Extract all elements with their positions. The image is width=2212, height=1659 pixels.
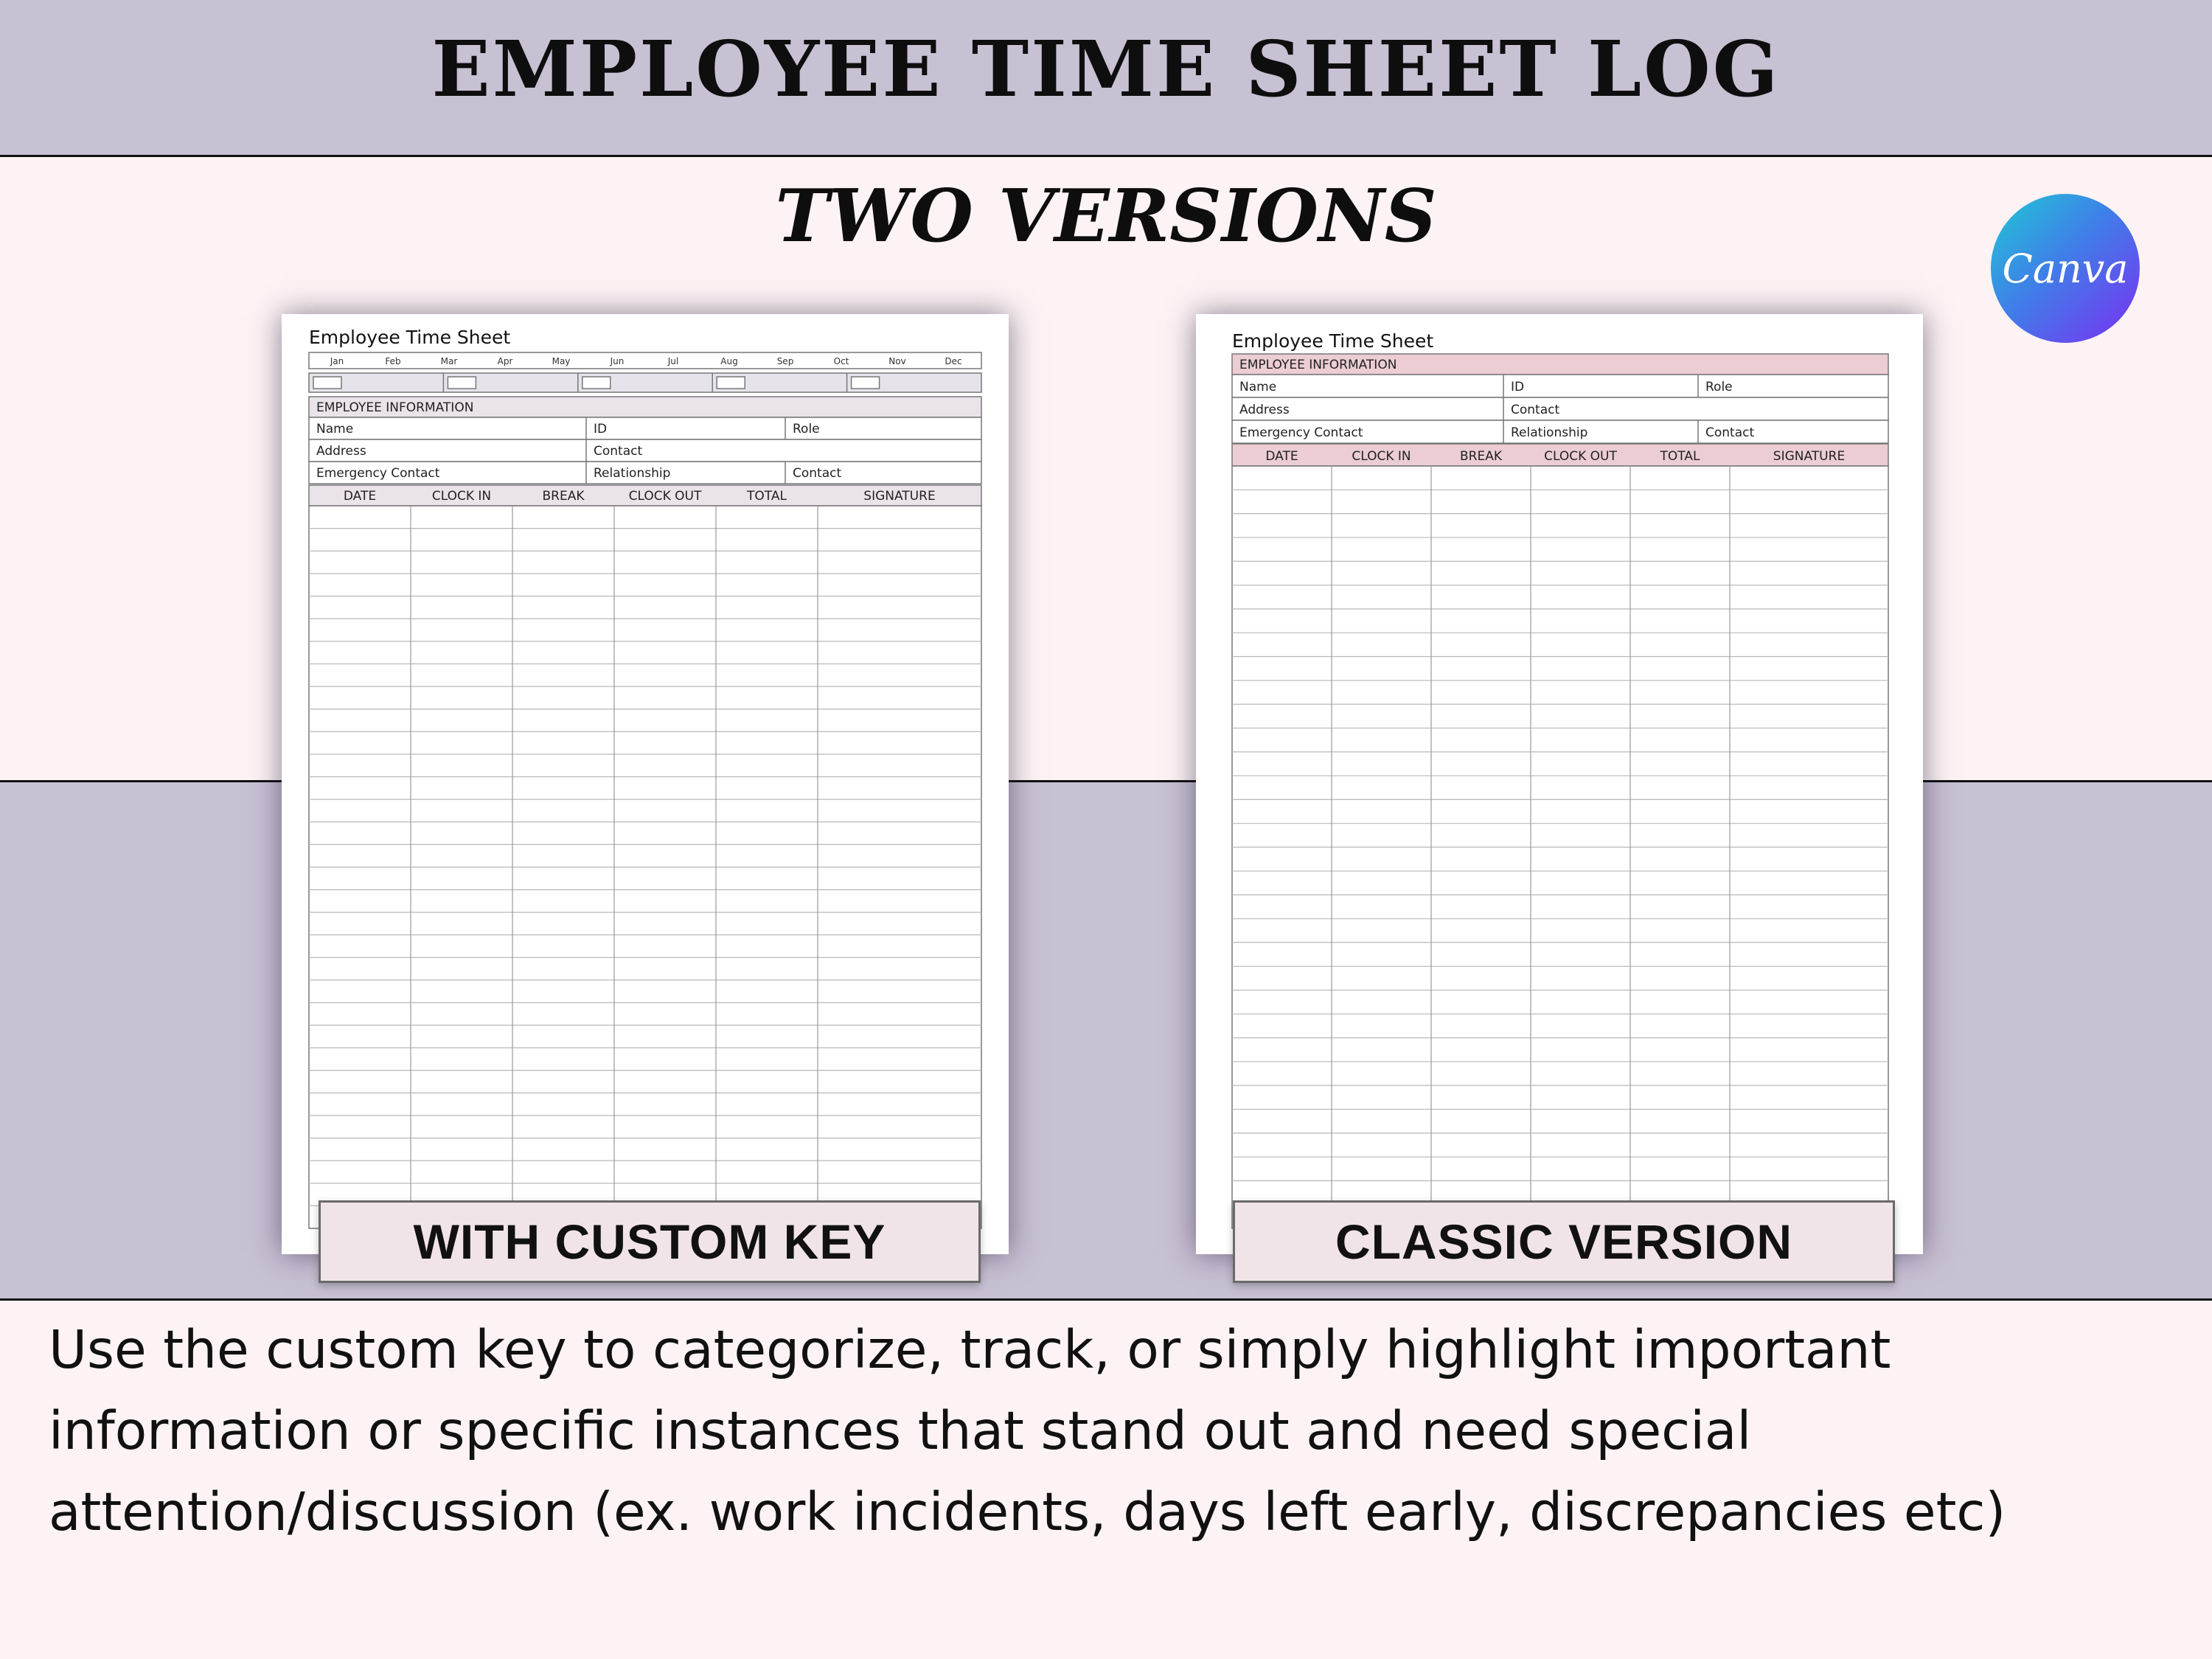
info-field-label: Contact — [594, 444, 643, 459]
info-field-label: Address — [1239, 403, 1290, 417]
column-header: SIGNATURE — [1773, 449, 1846, 464]
info-field-label: Name — [1239, 380, 1277, 394]
sheet-title: Employee Time Sheet — [309, 327, 511, 348]
column-header: CLOCK OUT — [1544, 449, 1617, 464]
month-label: Oct — [833, 356, 849, 366]
key-swatch — [852, 377, 880, 389]
month-label: Jun — [610, 356, 625, 366]
sheet-title: Employee Time Sheet — [1232, 330, 1434, 352]
label-classic-version: CLASSIC VERSION — [1233, 1200, 1895, 1283]
info-field-label: Role — [1705, 380, 1733, 394]
month-label: Sep — [776, 356, 794, 366]
key-swatch — [313, 377, 341, 389]
column-header: BREAK — [542, 489, 585, 504]
month-label: May — [552, 356, 571, 366]
canva-logo — [1991, 194, 2140, 343]
info-field-label: Relationship — [1511, 425, 1588, 440]
timesheet-preview-custom-key — [282, 314, 1009, 1254]
label-with-custom-key: WITH CUSTOM KEY — [319, 1200, 981, 1283]
info-field-label: Emergency Contact — [1239, 425, 1363, 440]
info-field-label: Emergency Contact — [316, 466, 440, 481]
info-field-label: Contact — [1511, 403, 1560, 417]
info-field-label: Relationship — [594, 466, 671, 481]
employee-info-grid — [1232, 375, 1888, 443]
page-subtitle: TWO VERSIONS — [775, 174, 1437, 259]
timesheet-grid — [1232, 466, 1888, 1228]
key-swatch — [448, 377, 476, 389]
column-header: SIGNATURE — [863, 489, 936, 504]
canva-logo-text: Canva — [2002, 245, 2129, 292]
info-field-label: Name — [316, 422, 354, 437]
timesheet-custom-drawing — [282, 314, 1009, 1254]
month-label: Aug — [720, 356, 738, 366]
month-label: Jan — [330, 356, 344, 366]
info-field-label: Role — [793, 422, 820, 437]
info-field-label: ID — [1511, 380, 1525, 394]
page-title: EMPLOYEE TIME SHEET LOG — [431, 24, 1781, 114]
custom-key-row — [309, 373, 981, 392]
column-header: BREAK — [1460, 449, 1502, 464]
month-row — [309, 352, 981, 369]
timesheet-grid — [309, 506, 981, 1228]
description-text: Use the custom key to categorize, track, or simply highlight important information or specific instances that stand out and need special attention/discussion (ex. work incidents, days left early, discrepancies etc) — [49, 1319, 2006, 1543]
info-row — [309, 417, 981, 439]
employee-info-grid — [309, 417, 981, 484]
info-field-label: Contact — [1705, 425, 1755, 440]
column-header: DATE — [1265, 449, 1298, 464]
info-field-label: Contact — [793, 466, 842, 481]
key-swatch — [582, 377, 611, 389]
section-header-label: EMPLOYEE INFORMATION — [1239, 358, 1397, 372]
month-label: Nov — [888, 356, 906, 366]
key-swatch — [717, 377, 745, 389]
info-row — [309, 439, 981, 462]
column-header: TOTAL — [747, 489, 787, 504]
column-header: CLOCK IN — [431, 489, 492, 504]
month-label: Dec — [945, 356, 962, 366]
timesheet-classic-drawing — [1196, 314, 1923, 1254]
month-label: Apr — [497, 356, 513, 366]
info-row — [1232, 397, 1888, 420]
info-field-label: ID — [594, 422, 608, 437]
section-header-label: EMPLOYEE INFORMATION — [316, 400, 474, 415]
column-header: TOTAL — [1660, 449, 1700, 464]
column-header: DATE — [343, 489, 377, 504]
info-row — [1232, 375, 1888, 397]
info-field-label: Address — [316, 444, 366, 459]
column-header: CLOCK OUT — [628, 489, 702, 504]
month-label: Mar — [440, 356, 458, 366]
column-header: CLOCK IN — [1352, 449, 1411, 464]
month-label: Jul — [667, 356, 679, 366]
month-label: Feb — [385, 356, 401, 366]
timesheet-preview-classic — [1196, 314, 1923, 1254]
